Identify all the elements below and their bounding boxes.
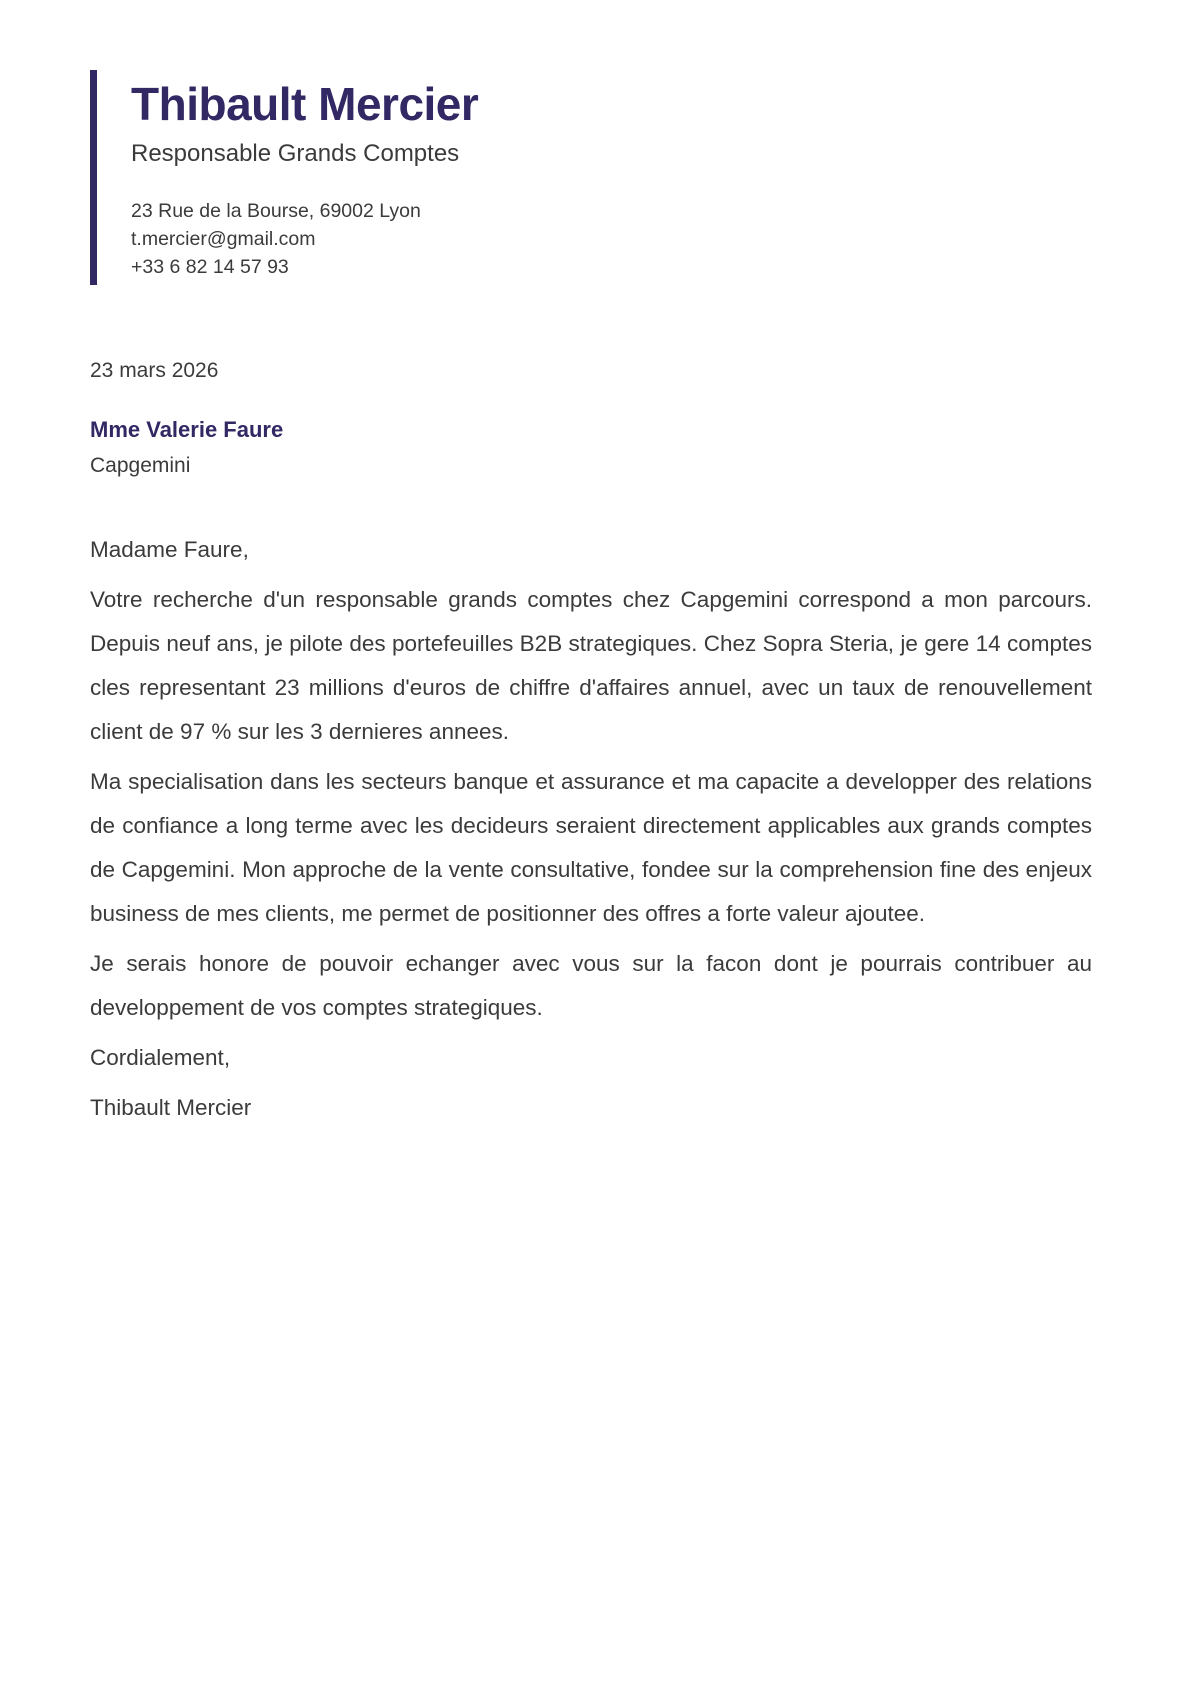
letter-date: 23 mars 2026 xyxy=(90,358,219,382)
sender-job-title: Responsable Grands Comptes xyxy=(131,139,460,167)
salutation: Madame Faure, xyxy=(90,536,249,562)
closing: Cordialement, xyxy=(90,1044,231,1070)
body-paragraph-2: Ma specialisation dans les secteurs banque et assurance et ma capacite a developper des relations de confiance a long terme avec les decideurs seraient directement applicables aux grands comptes de Capgemini. Mon approche de la vente consultative, fondee sur la comprehension fine des enjeux business de mes clients, me permet de positionner des offres a forte valeur ajoutee. xyxy=(90,768,1092,926)
sender-phone: +33 6 82 14 57 93 xyxy=(131,255,289,278)
recipient-company: Capgemini xyxy=(90,453,191,477)
body-paragraph-1: Votre recherche d'un responsable grands comptes chez Capgemini correspond a mon parcours. Depuis neuf ans, je pilote des portefeuilles B2B strategiques. Chez Sopra Steria, je gere 14 comptes cles representant 23 millions d'euros de chiffre d'affaires annuel, avec un taux de renouvellement client de 97 % sur les 3 dernieres annees. xyxy=(90,586,1092,744)
sender-address: 23 Rue de la Bourse, 69002 Lyon xyxy=(131,199,421,222)
signature-name: Thibault Mercier xyxy=(90,1094,252,1120)
letter-body xyxy=(90,528,1092,1130)
sender-name: Thibault Mercier xyxy=(131,78,479,130)
body-paragraph-3: Je serais honore de pouvoir echanger avec vous sur la facon dont je pourrais contribuer au developpement de vos comptes strategiques. xyxy=(90,950,1092,1020)
contact-block xyxy=(131,197,1092,281)
recipient-name: Mme Valerie Faure xyxy=(90,416,284,442)
sender-email: t.mercier@gmail.com xyxy=(131,227,316,250)
recipient-block xyxy=(90,417,1092,478)
letter-header xyxy=(90,70,1092,285)
